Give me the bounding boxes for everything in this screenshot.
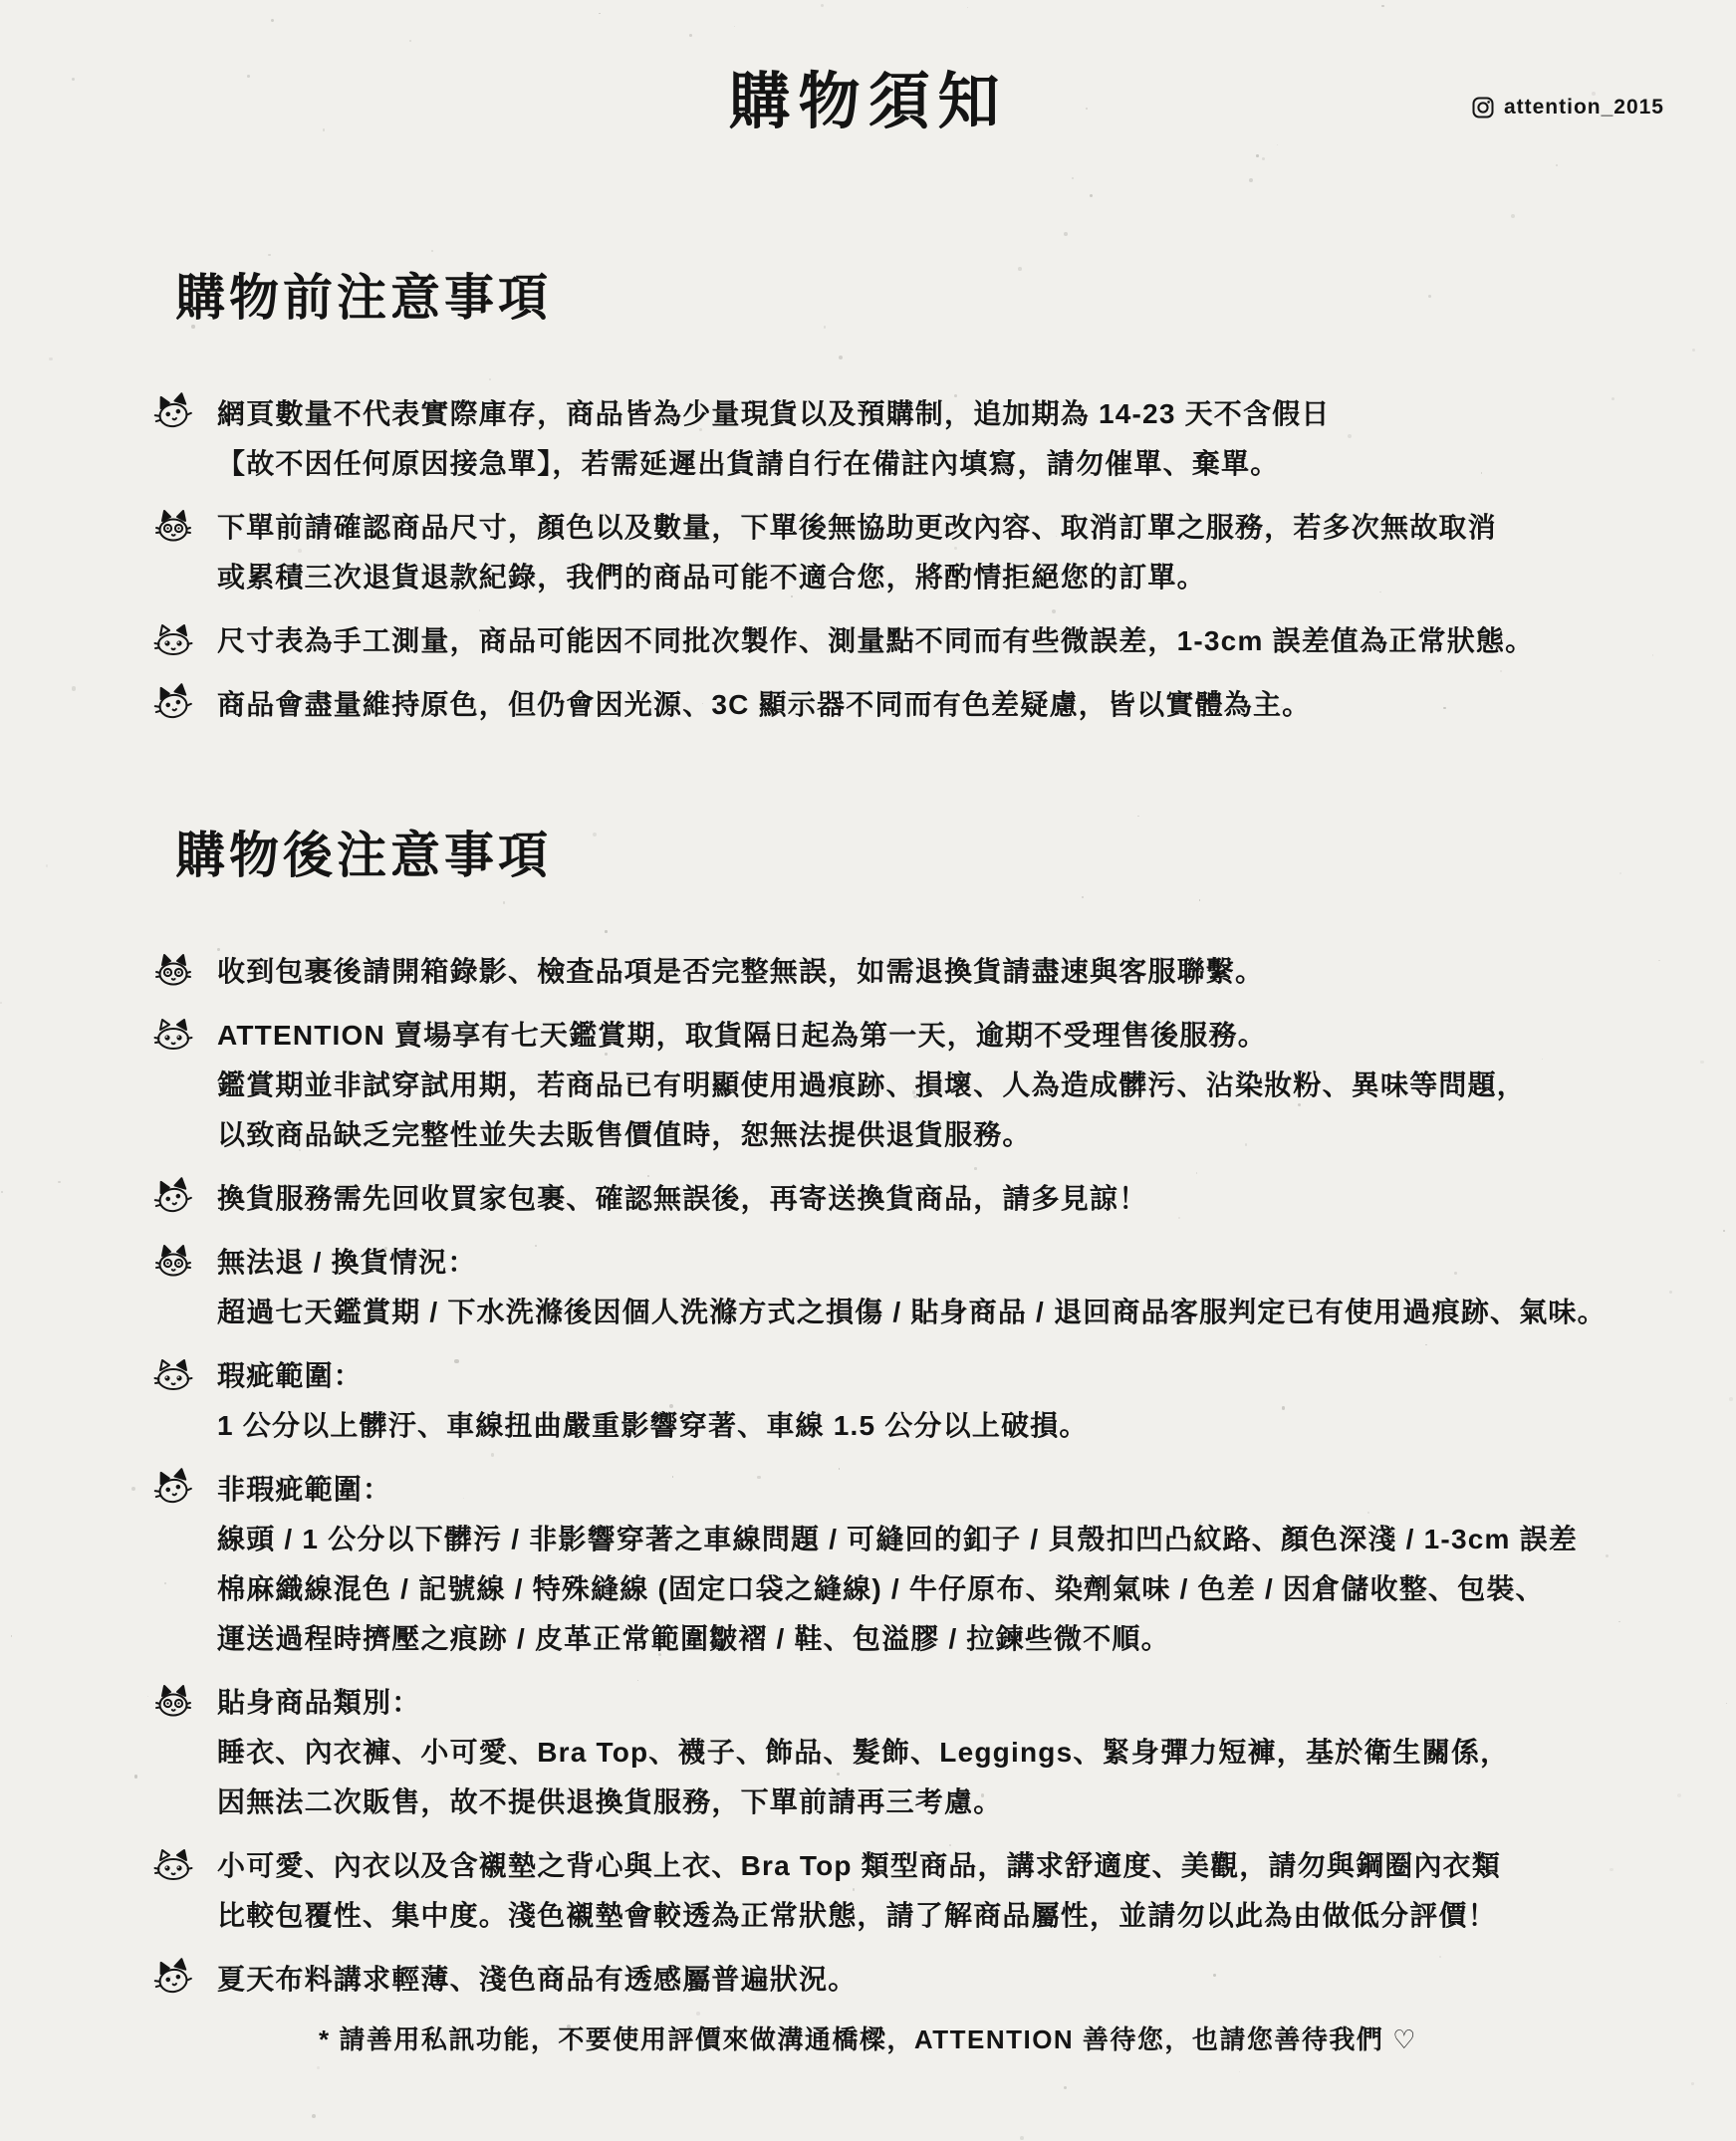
paper-speckle (1262, 157, 1265, 160)
paper-speckle (1277, 144, 1278, 145)
notice-text: 商品會盡量維持原色，但仍會因光源、3C 顯示器不同而有色差疑慮，皆以實體為主。 (217, 689, 1312, 720)
paper-speckle (1072, 177, 1074, 179)
paper-speckle (696, 2012, 700, 2016)
notice-list (149, 947, 1616, 2005)
notice-text: 貼身商品類別： 睡衣、內衣褲、小可愛、Bra Top、襪子、飾品、髮飾、Leggings、緊身彈力短褲，基於衛生關係， 因無法二次販售，故不提供退換貨服務，下單前請再三考慮。 (217, 1687, 1510, 1817)
notice-section (149, 816, 1616, 2005)
notice-item (149, 1174, 1616, 1224)
notice-item (149, 616, 1616, 666)
notice-text: 瑕疵範圍： 1 公分以上髒汙、車線扭曲嚴重影響穿著、車線 1.5 公分以上破損。 (217, 1360, 1089, 1441)
page-header (0, 0, 1736, 140)
page-footer (0, 2020, 1736, 2056)
section-heading: 購物前注意事項 (175, 270, 552, 326)
cat-face-3-icon (149, 1841, 197, 1886)
notice-list (149, 389, 1616, 730)
cat-face-2-icon (149, 947, 197, 992)
notice-item (149, 947, 1616, 997)
cat-face-2-icon (149, 503, 197, 548)
cat-face-1-icon (149, 1174, 197, 1219)
notice-text: 換貨服務需先回收買家包裹、確認無誤後，再寄送換貨商品，請多見諒！ (217, 1183, 1148, 1214)
notice-text: 收到包裹後請開箱錄影、檢查品項是否完整無誤，如需退換貨請盡速與客服聯繫。 (217, 956, 1265, 987)
paper-speckle (268, 254, 270, 256)
notice-item (149, 1465, 1616, 1664)
paper-speckle (1064, 232, 1068, 236)
notice-text: 小可愛、內衣以及含襯墊之背心與上衣、Bra Top 類型商品，講求舒適度、美觀，請勿與鋼圈內衣類 比較包覆性、集中度。淺色襯墊會較透為正常狀態，請了解商品屬性，並請勿以此為由做低分評價！ (217, 1850, 1502, 1931)
notice-text: 非瑕疵範圍： 線頭 / 1 公分以下髒污 / 非影響穿著之車線問題 / 可縫回的釦子 / 貝殼扣凹凸紋路、顏色深淺 / 1-3cm 誤差 棉麻織線混色 / 記號線 / 特殊縫線 (固定口袋之縫線) / 牛仔原布、染劑氣味 / 色差 / 因倉儲收整、包裝、 運送過程時擠壓之痕跡 / 皮革正常範圍皺褶 / 鞋、包溢膠 / 拉鍊些微不順。 (217, 1474, 1578, 1654)
notice-text: 夏天布料講求輕薄、淺色商品有透感屬普遍狀況。 (217, 1964, 858, 1995)
notice-text: 網頁數量不代表實際庫存，商品皆為少量現貨以及預購制，追加期為 14-23 天不含假日 【故不因任何原因接急單】，若需延遲出貨請自行在備註內填寫，請勿催單、棄單。 (217, 398, 1331, 479)
section-heading: 購物後注意事項 (175, 828, 552, 883)
notice-item (149, 1011, 1616, 1160)
notice-item (149, 1238, 1616, 1337)
paper-speckle (1691, 2082, 1694, 2085)
cat-face-1-icon (149, 1465, 197, 1510)
paper-speckle (317, 2066, 320, 2069)
paper-speckle (1256, 154, 1259, 157)
cat-face-2-icon (149, 1238, 197, 1283)
footer-note: * 請善用私訊功能，不要使用評價來做溝通橋樑，ATTENTION 善待您，也請您善待我們 ♡ (319, 2024, 1417, 2054)
notice-item (149, 1955, 1616, 2005)
cat-face-1-icon (149, 680, 197, 725)
notice-text: 下單前請確認商品尺寸，顏色以及數量，下單後無協助更改內容、取消訂單之服務，若多次無故取消 或累積三次退貨退款紀錄，我們的商品可能不適合您，將酌情拒絕您的訂單。 (217, 512, 1497, 593)
notice-item (149, 389, 1616, 489)
instagram-handle[interactable] (1471, 96, 1664, 119)
paper-speckle (1556, 164, 1558, 166)
paper-speckle (1090, 194, 1094, 198)
notice-text: ATTENTION 賣場享有七天鑑賞期，取貨隔日起為第一天，逾期不受理售後服務。 鑑賞期並非試穿試用期，若商品已有明顯使用過痕跡、損壞、人為造成髒污、沾染妝粉、異味等問題， 以致商品缺乏完整性並失去販售價值時，恕無法提供退貨服務。 (217, 1020, 1527, 1150)
instagram-handle-text: attention_2015 (1503, 96, 1664, 119)
notice-text: 尺寸表為手工測量，商品可能因不同批次製作、測量點不同而有些微誤差，1-3cm 誤差值為正常狀態。 (217, 625, 1535, 656)
notice-item (149, 1351, 1616, 1451)
cat-face-1-icon (149, 389, 197, 434)
cat-face-3-icon (149, 616, 197, 661)
notice-item (149, 503, 1616, 602)
cat-face-3-icon (149, 1011, 197, 1056)
paper-speckle (431, 250, 433, 252)
paper-speckle (312, 2114, 316, 2118)
notice-item (149, 680, 1616, 730)
instagram-icon (1471, 96, 1495, 119)
notice-text: 無法退 / 換貨情況： 超過七天鑑賞期 / 下水洗滌後因個人洗滌方式之損傷 / 貼身商品 / 退回商品客服判定已有使用過痕跡、氣味。 (217, 1247, 1607, 1327)
cat-face-3-icon (149, 1351, 197, 1396)
paper-speckle (1511, 214, 1515, 218)
notice-content (0, 258, 1736, 2005)
paper-speckle (1064, 2086, 1067, 2089)
paper-speckle (1239, 2071, 1240, 2072)
notice-section (149, 258, 1616, 730)
notice-item (149, 1678, 1616, 1827)
paper-speckle (1249, 178, 1253, 182)
page-title: 購物須知 (728, 68, 1008, 136)
paper-speckle (1020, 2136, 1024, 2140)
cat-face-2-icon (149, 1678, 197, 1723)
notice-item (149, 1841, 1616, 1941)
cat-face-1-icon (149, 1955, 197, 2000)
